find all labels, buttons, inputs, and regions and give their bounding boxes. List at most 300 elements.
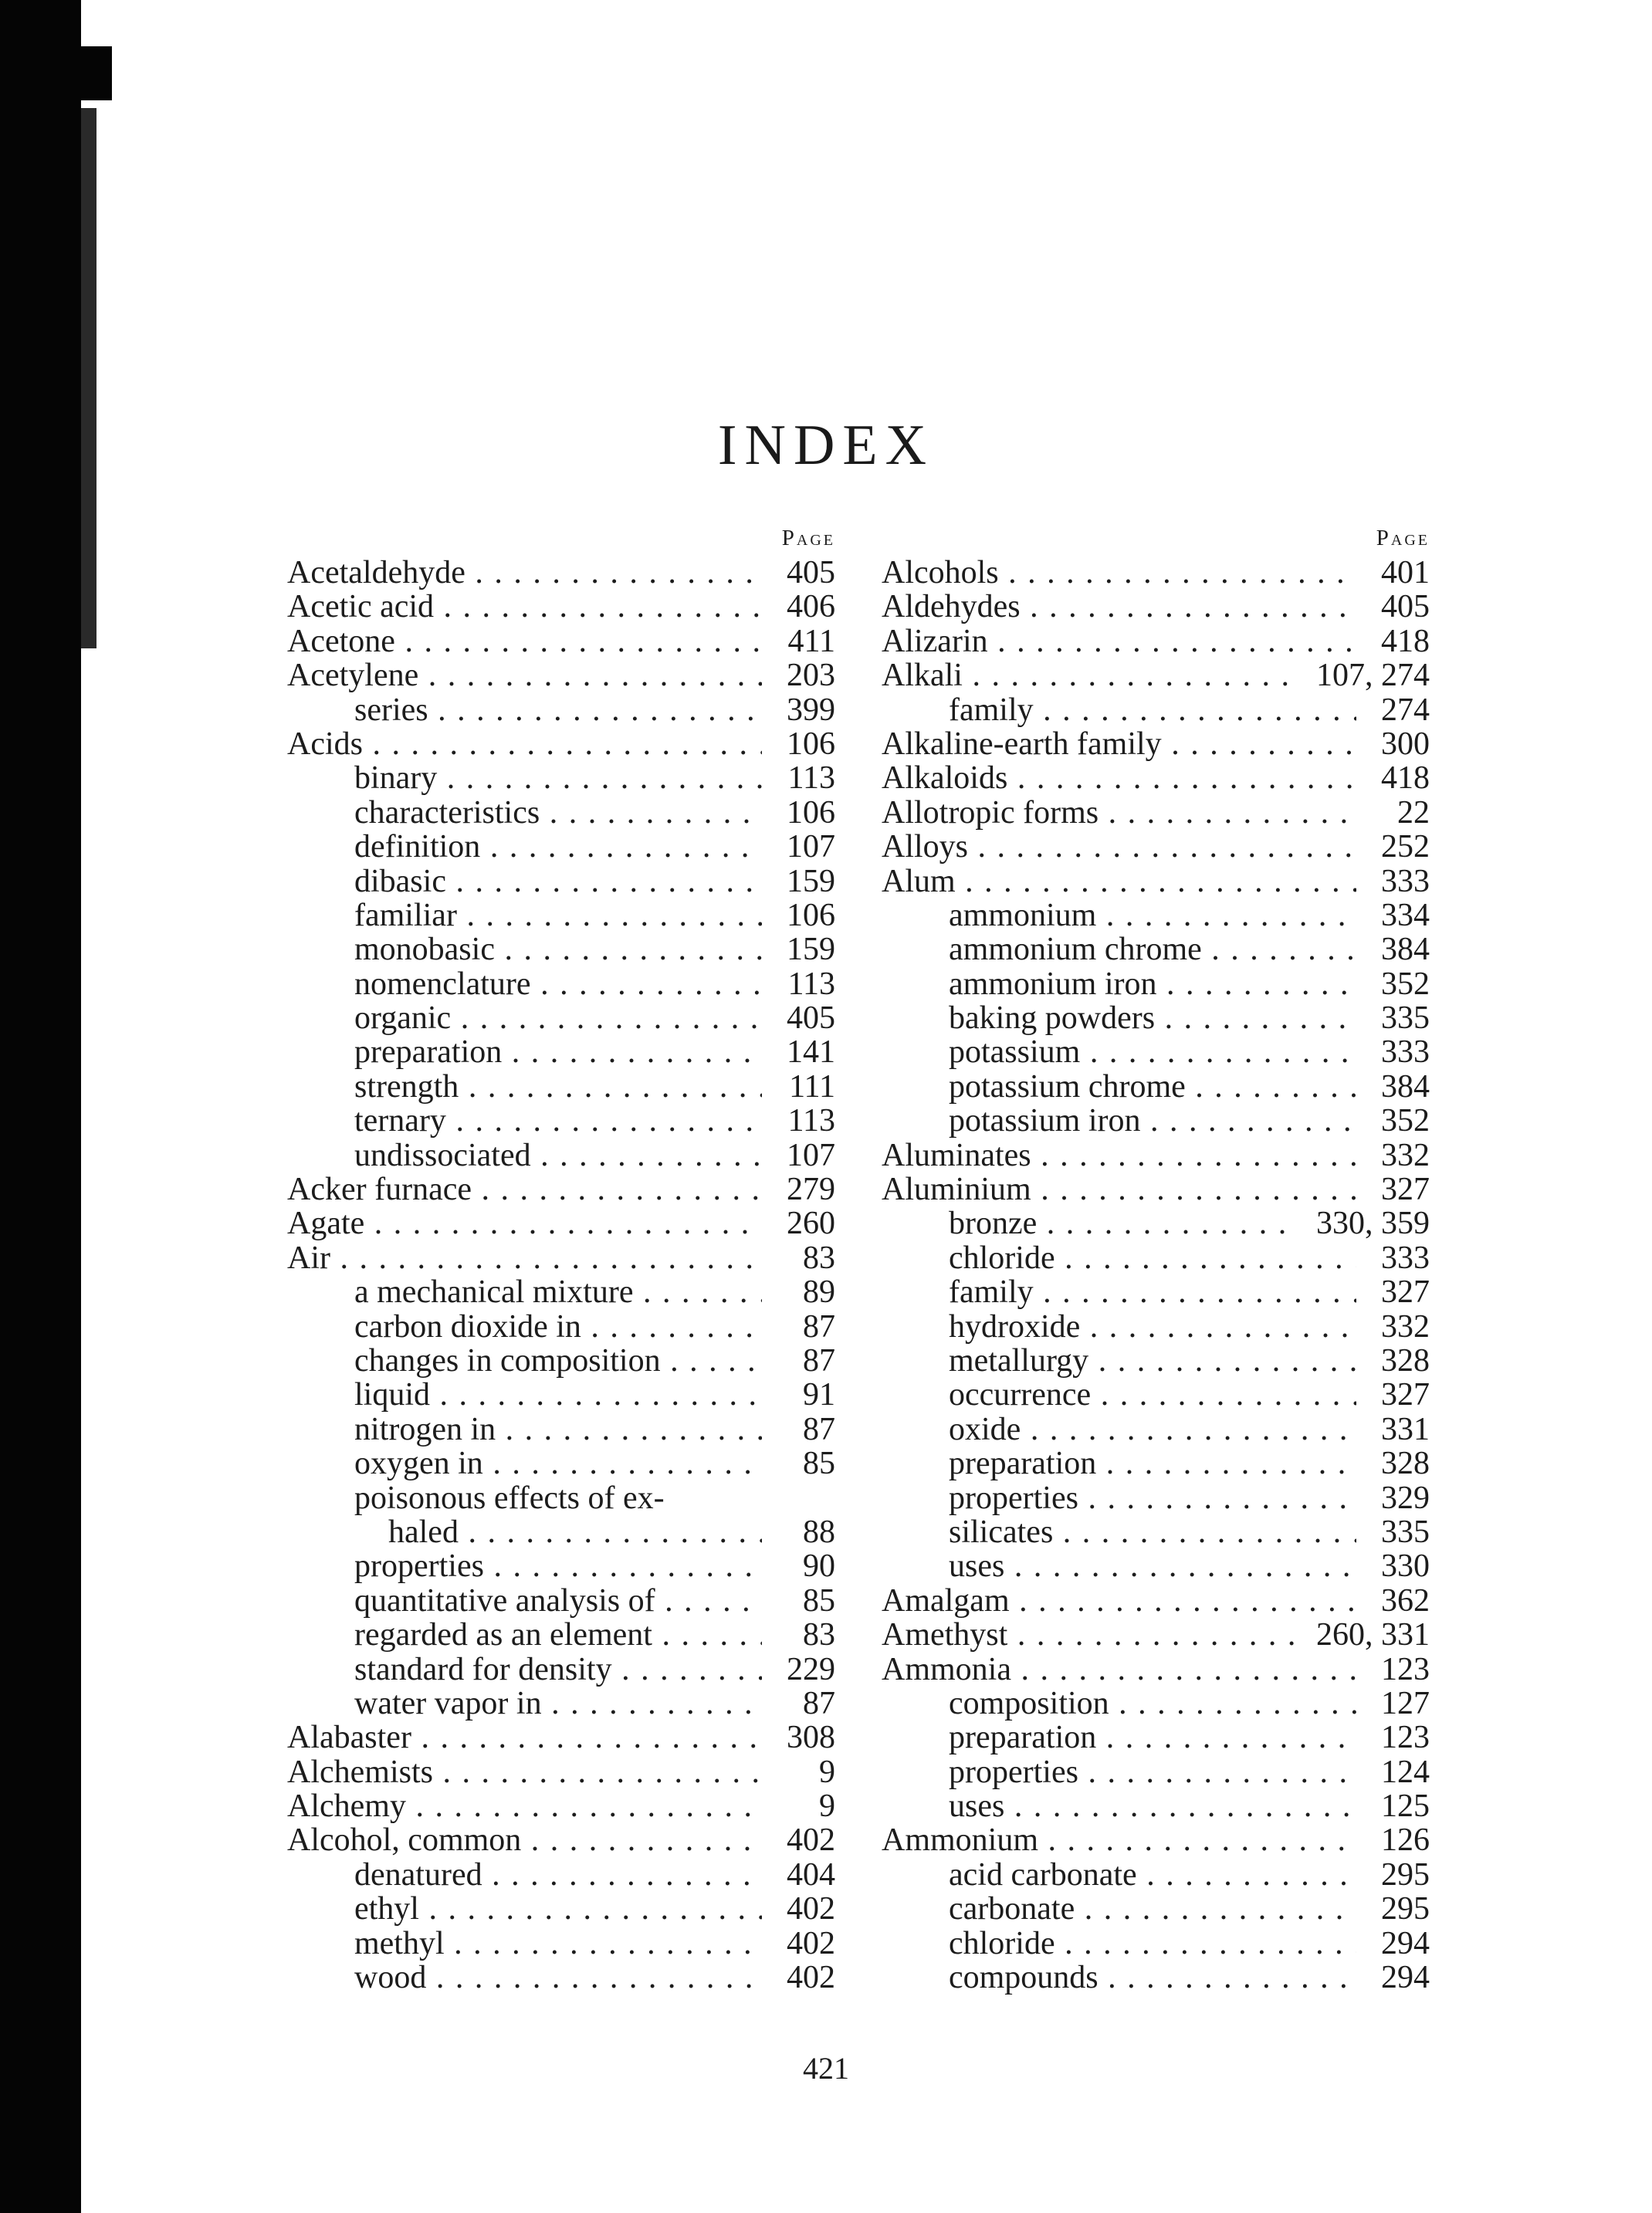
index-entry xyxy=(287,898,835,932)
page-column-header: Page xyxy=(781,526,835,550)
index-page-ref: 404 xyxy=(787,1856,835,1893)
index-entry xyxy=(882,898,1430,932)
index-term xyxy=(287,693,762,727)
index-term-text: quantitative analysis of xyxy=(354,1583,655,1619)
index-term xyxy=(287,1413,762,1447)
index-entry xyxy=(287,1892,835,1926)
index-page-ref: 329 xyxy=(1381,1480,1430,1516)
index-entry xyxy=(287,1206,835,1240)
index-page-ref: 85 xyxy=(803,1582,835,1619)
index-entry xyxy=(287,727,835,761)
index-term-text: regarded as an element xyxy=(354,1618,652,1653)
index-page-ref: 106 xyxy=(787,726,835,762)
index-term xyxy=(882,932,1356,966)
index-page-ref: 107, 274 xyxy=(1316,658,1430,694)
index-entry xyxy=(882,1104,1430,1138)
index-page-ref: 402 xyxy=(787,1891,835,1927)
index-term-text: potassium xyxy=(949,1035,1081,1070)
index-term xyxy=(882,1139,1356,1172)
index-entry xyxy=(287,1035,835,1069)
index-term-text: haled xyxy=(388,1514,459,1550)
index-entry xyxy=(882,1892,1430,1926)
index-page-ref: 418 xyxy=(1381,623,1430,659)
index-entry xyxy=(882,1310,1430,1344)
index-term-text: standard for density xyxy=(354,1652,612,1687)
index-term-text: Alkaline-earth family xyxy=(882,726,1162,762)
index-term xyxy=(882,1721,1356,1754)
index-term-text: series xyxy=(354,692,428,727)
index-term xyxy=(882,556,1356,590)
index-term xyxy=(882,1378,1356,1412)
index-page-ref: 384 xyxy=(1381,1068,1430,1105)
index-term xyxy=(287,1447,762,1480)
index-term-text: potassium iron xyxy=(949,1104,1141,1139)
index-term xyxy=(882,624,1356,658)
index-entry xyxy=(287,1927,835,1961)
index-entry xyxy=(882,1241,1430,1275)
index-term-text: binary xyxy=(354,761,438,796)
index-entry xyxy=(287,1310,835,1344)
index-term xyxy=(882,1001,1356,1035)
index-term-text: Acids xyxy=(287,726,363,762)
index-entry xyxy=(287,1961,835,1995)
index-term xyxy=(287,1892,762,1926)
index-page-ref: 331 xyxy=(1381,1411,1430,1447)
index-entry xyxy=(287,693,835,727)
index-page-ref: 295 xyxy=(1381,1891,1430,1927)
index-page-ref: 279 xyxy=(787,1172,835,1208)
index-term xyxy=(882,693,1356,727)
index-term xyxy=(882,1549,1356,1583)
index-term-text: Acetylene xyxy=(287,658,419,693)
index-page-ref: 352 xyxy=(1381,1103,1430,1139)
index-entry xyxy=(287,830,835,864)
index-term xyxy=(287,796,762,830)
index-page-ref: 159 xyxy=(787,863,835,899)
index-term xyxy=(882,967,1356,1001)
index-term-text: Acetic acid xyxy=(287,590,435,624)
index-term xyxy=(882,1035,1356,1069)
index-page-ref: 402 xyxy=(787,1822,835,1859)
index-term xyxy=(287,1481,762,1515)
index-term xyxy=(882,761,1356,795)
index-entry xyxy=(882,1789,1430,1823)
index-page-ref: 399 xyxy=(787,692,835,728)
index-entry xyxy=(287,1413,835,1447)
index-entry xyxy=(287,796,835,830)
index-page-ref: 405 xyxy=(787,1000,835,1037)
index-page-ref: 300 xyxy=(1381,726,1430,762)
index-entry xyxy=(287,1001,835,1035)
index-term xyxy=(287,1206,762,1240)
index-entry xyxy=(882,1721,1430,1754)
index-page-ref: 91 xyxy=(803,1377,835,1413)
index-term-text: uses xyxy=(949,1549,1005,1584)
index-term xyxy=(882,1447,1356,1480)
index-term-text: dibasic xyxy=(354,864,446,898)
index-term xyxy=(287,1241,762,1275)
index-page-ref: 9 xyxy=(819,1754,835,1790)
index-page-ref: 159 xyxy=(787,932,835,968)
index-entry xyxy=(287,1447,835,1480)
index-entry xyxy=(882,761,1430,795)
index-term-text: Alcohols xyxy=(882,556,999,590)
index-term-text: Amethyst xyxy=(882,1618,1008,1653)
index-term-text: Amalgam xyxy=(882,1583,1010,1619)
index-term-text: denatured xyxy=(354,1857,482,1893)
index-term-text: nitrogen in xyxy=(354,1412,496,1447)
index-entries-right xyxy=(882,556,1430,1995)
index-term xyxy=(882,865,1356,898)
index-page-ref: 295 xyxy=(1381,1856,1430,1893)
index-entry xyxy=(882,967,1430,1001)
index-page-ref: 124 xyxy=(1381,1754,1430,1790)
index-term-text: properties xyxy=(354,1549,484,1584)
index-entry xyxy=(882,1070,1430,1104)
index-page-ref: 123 xyxy=(1381,1651,1430,1687)
index-term-text: preparation xyxy=(949,1721,1097,1755)
index-term xyxy=(882,1104,1356,1138)
index-term xyxy=(287,1584,762,1618)
index-term xyxy=(287,1344,762,1378)
index-term xyxy=(287,1549,762,1583)
index-term xyxy=(287,1515,762,1549)
index-term xyxy=(287,1653,762,1687)
index-entry xyxy=(882,1275,1430,1309)
index-page-ref: 334 xyxy=(1381,897,1430,933)
index-term-text: Air xyxy=(287,1240,330,1276)
index-page-ref: 330 xyxy=(1381,1548,1430,1585)
index-term xyxy=(882,1927,1356,1961)
index-term-text: oxygen in xyxy=(354,1447,483,1481)
index-page-ref: 406 xyxy=(787,589,835,625)
index-page-ref: 113 xyxy=(787,966,835,1002)
index-entry xyxy=(287,1172,835,1206)
index-term xyxy=(882,1618,1298,1652)
index-entry xyxy=(287,1721,835,1754)
index-page-ref: 327 xyxy=(1381,1377,1430,1413)
index-term-text: metallurgy xyxy=(949,1343,1089,1379)
index-term xyxy=(882,1172,1356,1206)
index-page-ref: 333 xyxy=(1381,1034,1430,1071)
index-entry xyxy=(882,1206,1430,1240)
index-term-text: Agate xyxy=(287,1206,365,1241)
index-entry xyxy=(882,1584,1430,1618)
index-term-text: preparation xyxy=(354,1035,503,1070)
index-page-ref: 328 xyxy=(1381,1446,1430,1482)
index-page-ref: 294 xyxy=(1381,1925,1430,1961)
index-term xyxy=(882,590,1356,624)
index-term-text: characteristics xyxy=(354,795,540,831)
index-entry xyxy=(287,658,835,692)
index-page-ref: 87 xyxy=(803,1308,835,1345)
index-term-text: Alkali xyxy=(882,658,963,693)
index-entry xyxy=(882,1961,1430,1995)
index-term-text: oxide xyxy=(949,1412,1021,1447)
index-entry xyxy=(882,1687,1430,1721)
index-entry xyxy=(882,865,1430,898)
index-term-text: Alum xyxy=(882,864,956,898)
index-entry xyxy=(287,1104,835,1138)
index-term-text: undissociated xyxy=(354,1138,531,1173)
index-term xyxy=(287,761,762,795)
index-term xyxy=(882,1344,1356,1378)
index-page-ref: 141 xyxy=(787,1034,835,1071)
index-term-text: ammonium iron xyxy=(949,966,1157,1002)
index-entry xyxy=(882,796,1430,830)
index-term xyxy=(287,1035,762,1069)
index-entry xyxy=(882,1618,1430,1652)
index-term xyxy=(882,658,1298,692)
index-term xyxy=(882,727,1356,761)
index-entry xyxy=(882,1378,1430,1412)
index-entry xyxy=(882,727,1430,761)
index-term xyxy=(287,1139,762,1172)
index-entry xyxy=(882,1035,1430,1069)
index-term-text: baking powders xyxy=(949,1001,1156,1036)
binding-shadow xyxy=(81,108,96,648)
index-page-ref: 87 xyxy=(803,1685,835,1721)
index-term-text: properties xyxy=(949,1754,1078,1790)
index-term-text: ternary xyxy=(354,1104,446,1139)
index-entry xyxy=(287,865,835,898)
index-entry xyxy=(287,1481,835,1515)
index-term-text: uses xyxy=(949,1789,1005,1824)
index-entry xyxy=(287,1823,835,1857)
index-term xyxy=(882,1858,1356,1892)
index-page-ref: 83 xyxy=(803,1617,835,1653)
index-page-ref: 418 xyxy=(1381,760,1430,797)
index-term xyxy=(287,1721,762,1754)
index-entry xyxy=(882,556,1430,590)
index-page-ref: 411 xyxy=(787,623,835,659)
index-term-text: Alabaster xyxy=(287,1721,411,1755)
index-term xyxy=(882,1310,1356,1344)
index-page-ref: 402 xyxy=(787,1925,835,1961)
index-term-text: carbon dioxide in xyxy=(354,1309,581,1344)
index-page-ref: 327 xyxy=(1381,1172,1430,1208)
index-entry xyxy=(882,1515,1430,1549)
index-entry xyxy=(882,1927,1430,1961)
index-page-ref: 106 xyxy=(787,897,835,933)
index-entry xyxy=(882,1653,1430,1687)
page-column-header: Page xyxy=(1376,526,1430,550)
index-term xyxy=(882,898,1356,932)
index-term-text: Ammonia xyxy=(882,1652,1011,1687)
index-term xyxy=(287,1755,762,1789)
index-term xyxy=(287,658,762,692)
index-entry xyxy=(287,1378,835,1412)
index-entry xyxy=(882,624,1430,658)
index-term-text: preparation xyxy=(949,1447,1097,1481)
index-term-text: ethyl xyxy=(354,1892,419,1927)
index-term-text: composition xyxy=(949,1686,1109,1721)
index-term-text: carbonate xyxy=(949,1892,1075,1927)
index-term-text: family xyxy=(949,1275,1034,1310)
index-term-text: wood xyxy=(354,1961,427,1995)
index-entry xyxy=(882,1823,1430,1857)
index-term xyxy=(287,590,762,624)
index-term-text: Alkaloids xyxy=(882,761,1008,796)
index-term-text: properties xyxy=(949,1480,1078,1515)
index-term xyxy=(882,1687,1356,1721)
index-page-ref: 22 xyxy=(1397,794,1430,831)
index-term-text: Alchemy xyxy=(287,1789,406,1824)
index-term xyxy=(287,1275,762,1309)
binding-notch xyxy=(81,46,112,100)
index-term xyxy=(287,830,762,864)
index-page-ref: 85 xyxy=(803,1446,835,1482)
index-term-text: bronze xyxy=(949,1206,1038,1241)
index-term-text: Alcohol, common xyxy=(287,1823,522,1858)
index-term xyxy=(287,1687,762,1721)
index-term-text: Aluminates xyxy=(882,1138,1031,1173)
index-term-text: Alizarin xyxy=(882,624,988,659)
index-page-ref: 125 xyxy=(1381,1788,1430,1825)
index-term xyxy=(287,1172,762,1206)
index-term xyxy=(287,1789,762,1823)
index-page-ref: 405 xyxy=(787,555,835,590)
index-term xyxy=(287,865,762,898)
index-page-ref: 90 xyxy=(803,1548,835,1585)
index-entry xyxy=(287,1241,835,1275)
index-term-text: acid carbonate xyxy=(949,1857,1137,1893)
index-page-ref: 113 xyxy=(787,760,835,797)
index-term xyxy=(882,1755,1356,1789)
index-entry xyxy=(882,693,1430,727)
index-term xyxy=(287,556,762,590)
index-entry xyxy=(882,590,1430,624)
index-entry xyxy=(287,1344,835,1378)
index-term xyxy=(882,1653,1356,1687)
index-term xyxy=(287,898,762,932)
index-column-left xyxy=(287,521,835,1995)
index-entry xyxy=(287,1653,835,1687)
index-term xyxy=(882,1413,1356,1447)
index-entry xyxy=(287,1584,835,1618)
index-page-ref: 330, 359 xyxy=(1316,1206,1430,1242)
index-entry xyxy=(882,1858,1430,1892)
index-entry xyxy=(287,1515,835,1549)
index-page-ref: 352 xyxy=(1381,966,1430,1002)
index-term xyxy=(287,1961,762,1995)
index-term xyxy=(882,1241,1356,1275)
index-entry xyxy=(882,1447,1430,1480)
index-term xyxy=(287,727,762,761)
index-term-text: water vapor in xyxy=(354,1686,542,1721)
index-page-ref: 274 xyxy=(1381,692,1430,728)
index-page-ref: 126 xyxy=(1381,1822,1430,1859)
index-page-ref: 402 xyxy=(787,1960,835,1996)
index-entry xyxy=(287,1549,835,1583)
index-term-text: ammonium chrome xyxy=(949,932,1202,967)
index-term-text: chloride xyxy=(949,1926,1055,1961)
index-page-ref: 260 xyxy=(787,1206,835,1242)
index-term-text: a mechanical mixture xyxy=(354,1275,634,1310)
index-term-text: familiar xyxy=(354,898,457,933)
index-term xyxy=(882,796,1356,830)
index-term-text: organic xyxy=(354,1001,452,1036)
index-page-ref: 111 xyxy=(789,1068,835,1105)
index-entry xyxy=(882,932,1430,966)
index-term xyxy=(882,1515,1356,1549)
index-term xyxy=(287,624,762,658)
index-page-ref: 333 xyxy=(1381,1240,1430,1276)
index-term-text: poisonous effects of ex- xyxy=(354,1480,665,1515)
index-entry xyxy=(287,1275,835,1309)
index-term-text: Acetone xyxy=(287,624,395,659)
index-entry xyxy=(287,761,835,795)
index-entry xyxy=(882,1481,1430,1515)
index-page-ref: 9 xyxy=(819,1788,835,1825)
index-entry xyxy=(287,1618,835,1652)
index-term-text: ammonium xyxy=(949,898,1097,933)
index-term xyxy=(882,1961,1356,1995)
index-page-ref: 332 xyxy=(1381,1308,1430,1345)
index-page-ref: 203 xyxy=(787,658,835,694)
index-entry xyxy=(882,1755,1430,1789)
index-page-ref: 401 xyxy=(1381,555,1430,590)
binding-edge-shadow xyxy=(0,0,81,2213)
index-entry xyxy=(882,1001,1430,1035)
index-entry xyxy=(882,1344,1430,1378)
index-column-right xyxy=(882,521,1430,1995)
index-page-ref: 294 xyxy=(1381,1960,1430,1996)
index-page-ref: 333 xyxy=(1381,863,1430,899)
index-page-ref: 335 xyxy=(1381,1000,1430,1037)
index-entry xyxy=(287,1858,835,1892)
index-page-ref: 83 xyxy=(803,1240,835,1276)
index-term-text: family xyxy=(949,692,1034,727)
index-term xyxy=(287,1378,762,1412)
index-entry xyxy=(882,1413,1430,1447)
index-term-text: Ammonium xyxy=(882,1823,1039,1858)
index-entries-left xyxy=(287,556,835,1995)
index-page-ref: 332 xyxy=(1381,1137,1430,1173)
index-entry xyxy=(287,624,835,658)
index-term-text: Alloys xyxy=(882,830,969,865)
index-page-ref: 107 xyxy=(787,1137,835,1173)
index-term xyxy=(882,1789,1356,1823)
index-entry xyxy=(287,590,835,624)
index-page-ref: 260, 331 xyxy=(1316,1617,1430,1653)
index-entry xyxy=(882,830,1430,864)
index-term-text: liquid xyxy=(354,1378,431,1413)
index-page-ref: 252 xyxy=(1381,829,1430,865)
index-term-text: Acetaldehyde xyxy=(287,556,465,590)
index-entry xyxy=(287,1755,835,1789)
index-page-ref: 107 xyxy=(787,829,835,865)
index-page-ref: 229 xyxy=(787,1651,835,1687)
index-term-text: changes in composition xyxy=(354,1343,661,1379)
index-term xyxy=(287,1927,762,1961)
index-term xyxy=(287,967,762,1001)
index-entry xyxy=(287,932,835,966)
index-term-text: strength xyxy=(354,1069,459,1105)
index-term xyxy=(882,1070,1356,1104)
index-page-ref: 89 xyxy=(803,1274,835,1311)
index-entry xyxy=(287,1789,835,1823)
index-page-ref: 405 xyxy=(1381,589,1430,625)
index-entry xyxy=(882,658,1430,692)
index-term-text: hydroxide xyxy=(949,1309,1081,1344)
index-term xyxy=(882,1892,1356,1926)
index-page-ref: 328 xyxy=(1381,1342,1430,1379)
index-page-ref: 88 xyxy=(803,1514,835,1550)
index-page-ref: 127 xyxy=(1381,1685,1430,1721)
index-term xyxy=(882,1584,1356,1618)
index-entry xyxy=(287,556,835,590)
